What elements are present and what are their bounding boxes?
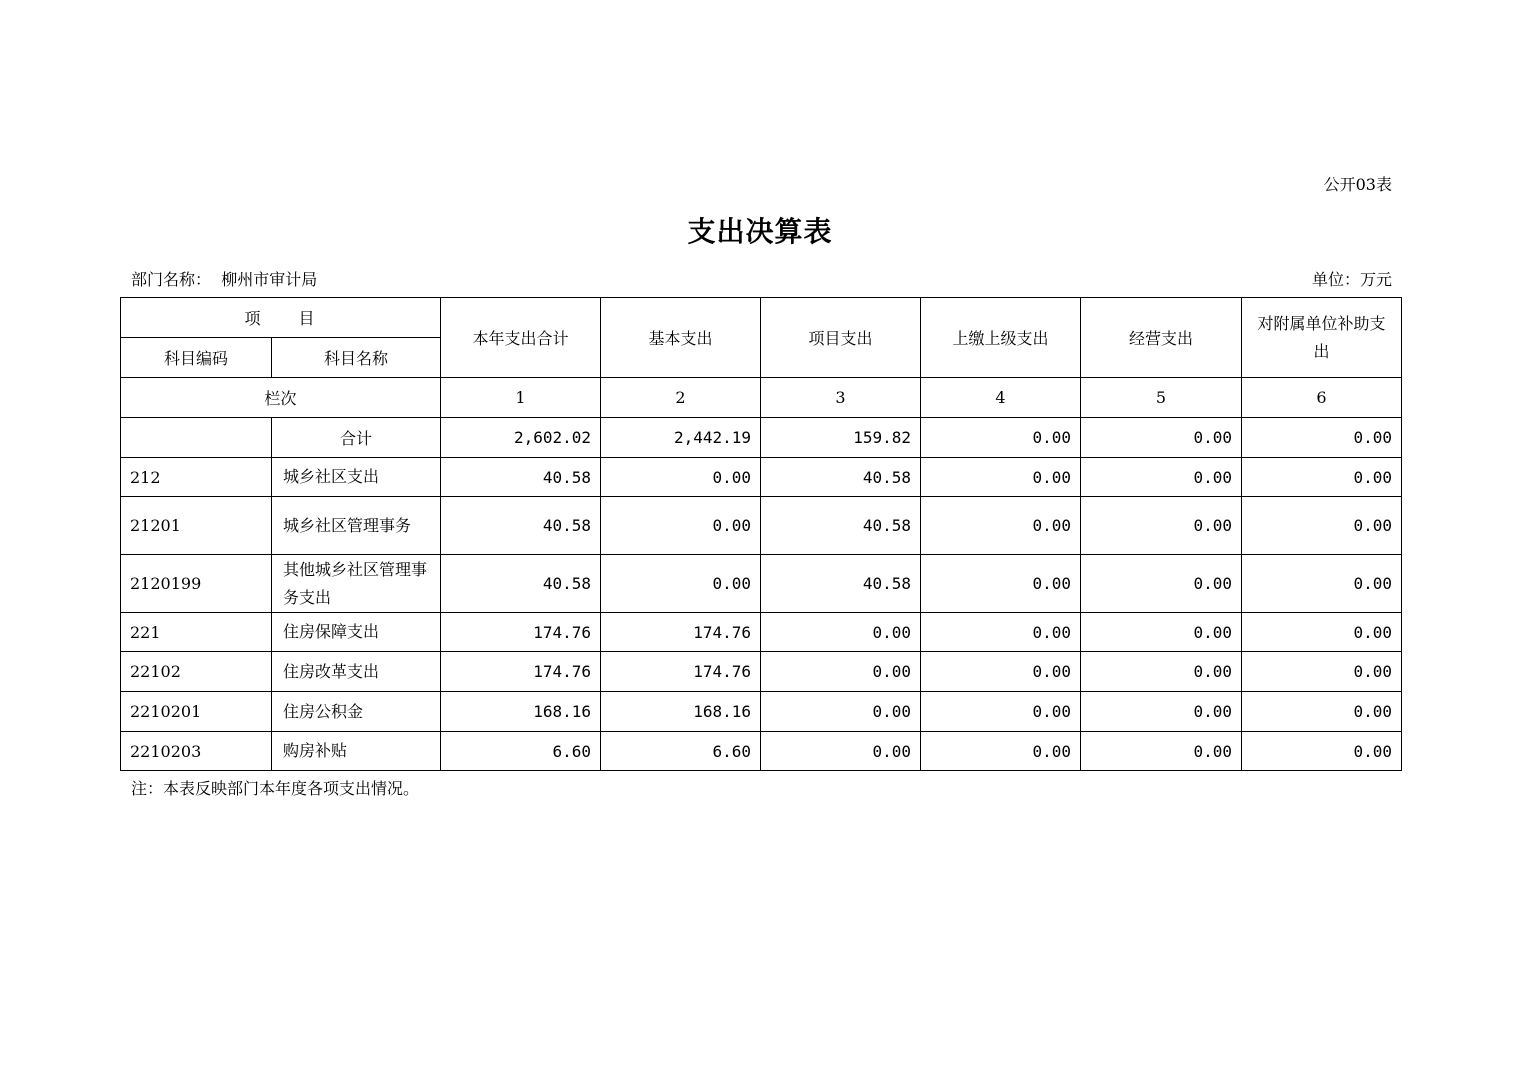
row-name: 住房保障支出 [272,613,441,652]
row-total: 6.60 [441,732,601,771]
row-code: 212 [121,458,272,497]
department-label: 部门名称： [131,270,212,289]
row-name: 城乡社区管理事务 [272,497,441,555]
row-total: 168.16 [441,692,601,732]
row-project: 40.58 [761,497,921,555]
header-item: 项 目 [121,298,441,338]
row-name: 住房公积金 [272,692,441,732]
row-subsidy: 0.00 [1242,458,1402,497]
table-note: 注：本表反映部门本年度各项支出情况。 [131,779,420,798]
row-upper: 0.00 [921,418,1081,458]
column-index-row [121,378,1402,418]
header-business: 经营支出 [1081,298,1242,378]
header-total: 本年支出合计 [441,298,601,378]
table-row [121,555,1402,613]
row-upper: 0.00 [921,652,1081,692]
row-code: 21201 [121,497,272,555]
row-subsidy: 0.00 [1242,692,1402,732]
row-total: 2,602.02 [441,418,601,458]
department-line [131,267,317,290]
row-code: 2210201 [121,692,272,732]
department-name: 柳州市审计局 [221,270,318,289]
row-subsidy: 0.00 [1242,555,1402,613]
header-name: 科目名称 [272,338,441,378]
row-basic: 6.60 [601,732,761,771]
row-project: 0.00 [761,692,921,732]
row-business: 0.00 [1081,555,1242,613]
row-project: 0.00 [761,652,921,692]
row-project: 40.58 [761,555,921,613]
table-row [121,652,1402,692]
table-row [121,458,1402,497]
row-total: 174.76 [441,613,601,652]
row-total: 40.58 [441,497,601,555]
row-code: 22102 [121,652,272,692]
row-project: 0.00 [761,732,921,771]
row-upper: 0.00 [921,732,1081,771]
table-row [121,732,1402,771]
header-code: 科目编码 [121,338,272,378]
row-business: 0.00 [1081,652,1242,692]
row-basic: 0.00 [601,555,761,613]
row-upper: 0.00 [921,555,1081,613]
row-name: 城乡社区支出 [272,458,441,497]
row-project: 159.82 [761,418,921,458]
row-business: 0.00 [1081,418,1242,458]
row-name: 其他城乡社区管理事务支出 [272,555,441,613]
header-subsidy: 对附属单位补助支出 [1242,298,1402,378]
table-row [121,418,1402,458]
row-total: 40.58 [441,458,601,497]
header-row-1 [121,298,1402,338]
row-subsidy: 0.00 [1242,652,1402,692]
row-basic: 174.76 [601,613,761,652]
row-business: 0.00 [1081,458,1242,497]
page-title: 支出决算表 [687,215,833,248]
row-name: 住房改革支出 [272,652,441,692]
row-index-label: 栏次 [121,378,441,418]
row-upper: 0.00 [921,692,1081,732]
expenditure-table [120,297,1402,771]
row-project: 40.58 [761,458,921,497]
header-upper: 上缴上级支出 [921,298,1081,378]
row-business: 0.00 [1081,613,1242,652]
unit-label: 单位：万元 [1311,270,1392,289]
column-number: 4 [921,378,1081,418]
row-subsidy: 0.00 [1242,497,1402,555]
row-subsidy: 0.00 [1242,732,1402,771]
row-total: 40.58 [441,555,601,613]
row-code: 2210203 [121,732,272,771]
table-row [121,497,1402,555]
row-basic: 0.00 [601,458,761,497]
row-basic: 2,442.19 [601,418,761,458]
column-number: 2 [601,378,761,418]
row-business: 0.00 [1081,732,1242,771]
row-code: 221 [121,613,272,652]
row-code: 2120199 [121,555,272,613]
row-business: 0.00 [1081,692,1242,732]
row-business: 0.00 [1081,497,1242,555]
row-subsidy: 0.00 [1242,613,1402,652]
row-total: 174.76 [441,652,601,692]
row-basic: 168.16 [601,692,761,732]
row-upper: 0.00 [921,613,1081,652]
row-project: 0.00 [761,613,921,652]
table-row [121,613,1402,652]
row-upper: 0.00 [921,497,1081,555]
column-number: 1 [441,378,601,418]
header-project: 项目支出 [761,298,921,378]
row-code [121,418,272,458]
column-number: 5 [1081,378,1242,418]
column-number: 6 [1242,378,1402,418]
row-name: 合计 [272,418,441,458]
row-upper: 0.00 [921,458,1081,497]
form-number: 公开03表 [1323,175,1392,194]
header-basic: 基本支出 [601,298,761,378]
row-basic: 174.76 [601,652,761,692]
column-number: 3 [761,378,921,418]
row-basic: 0.00 [601,497,761,555]
row-subsidy: 0.00 [1242,418,1402,458]
row-name: 购房补贴 [272,732,441,771]
table-row [121,692,1402,732]
